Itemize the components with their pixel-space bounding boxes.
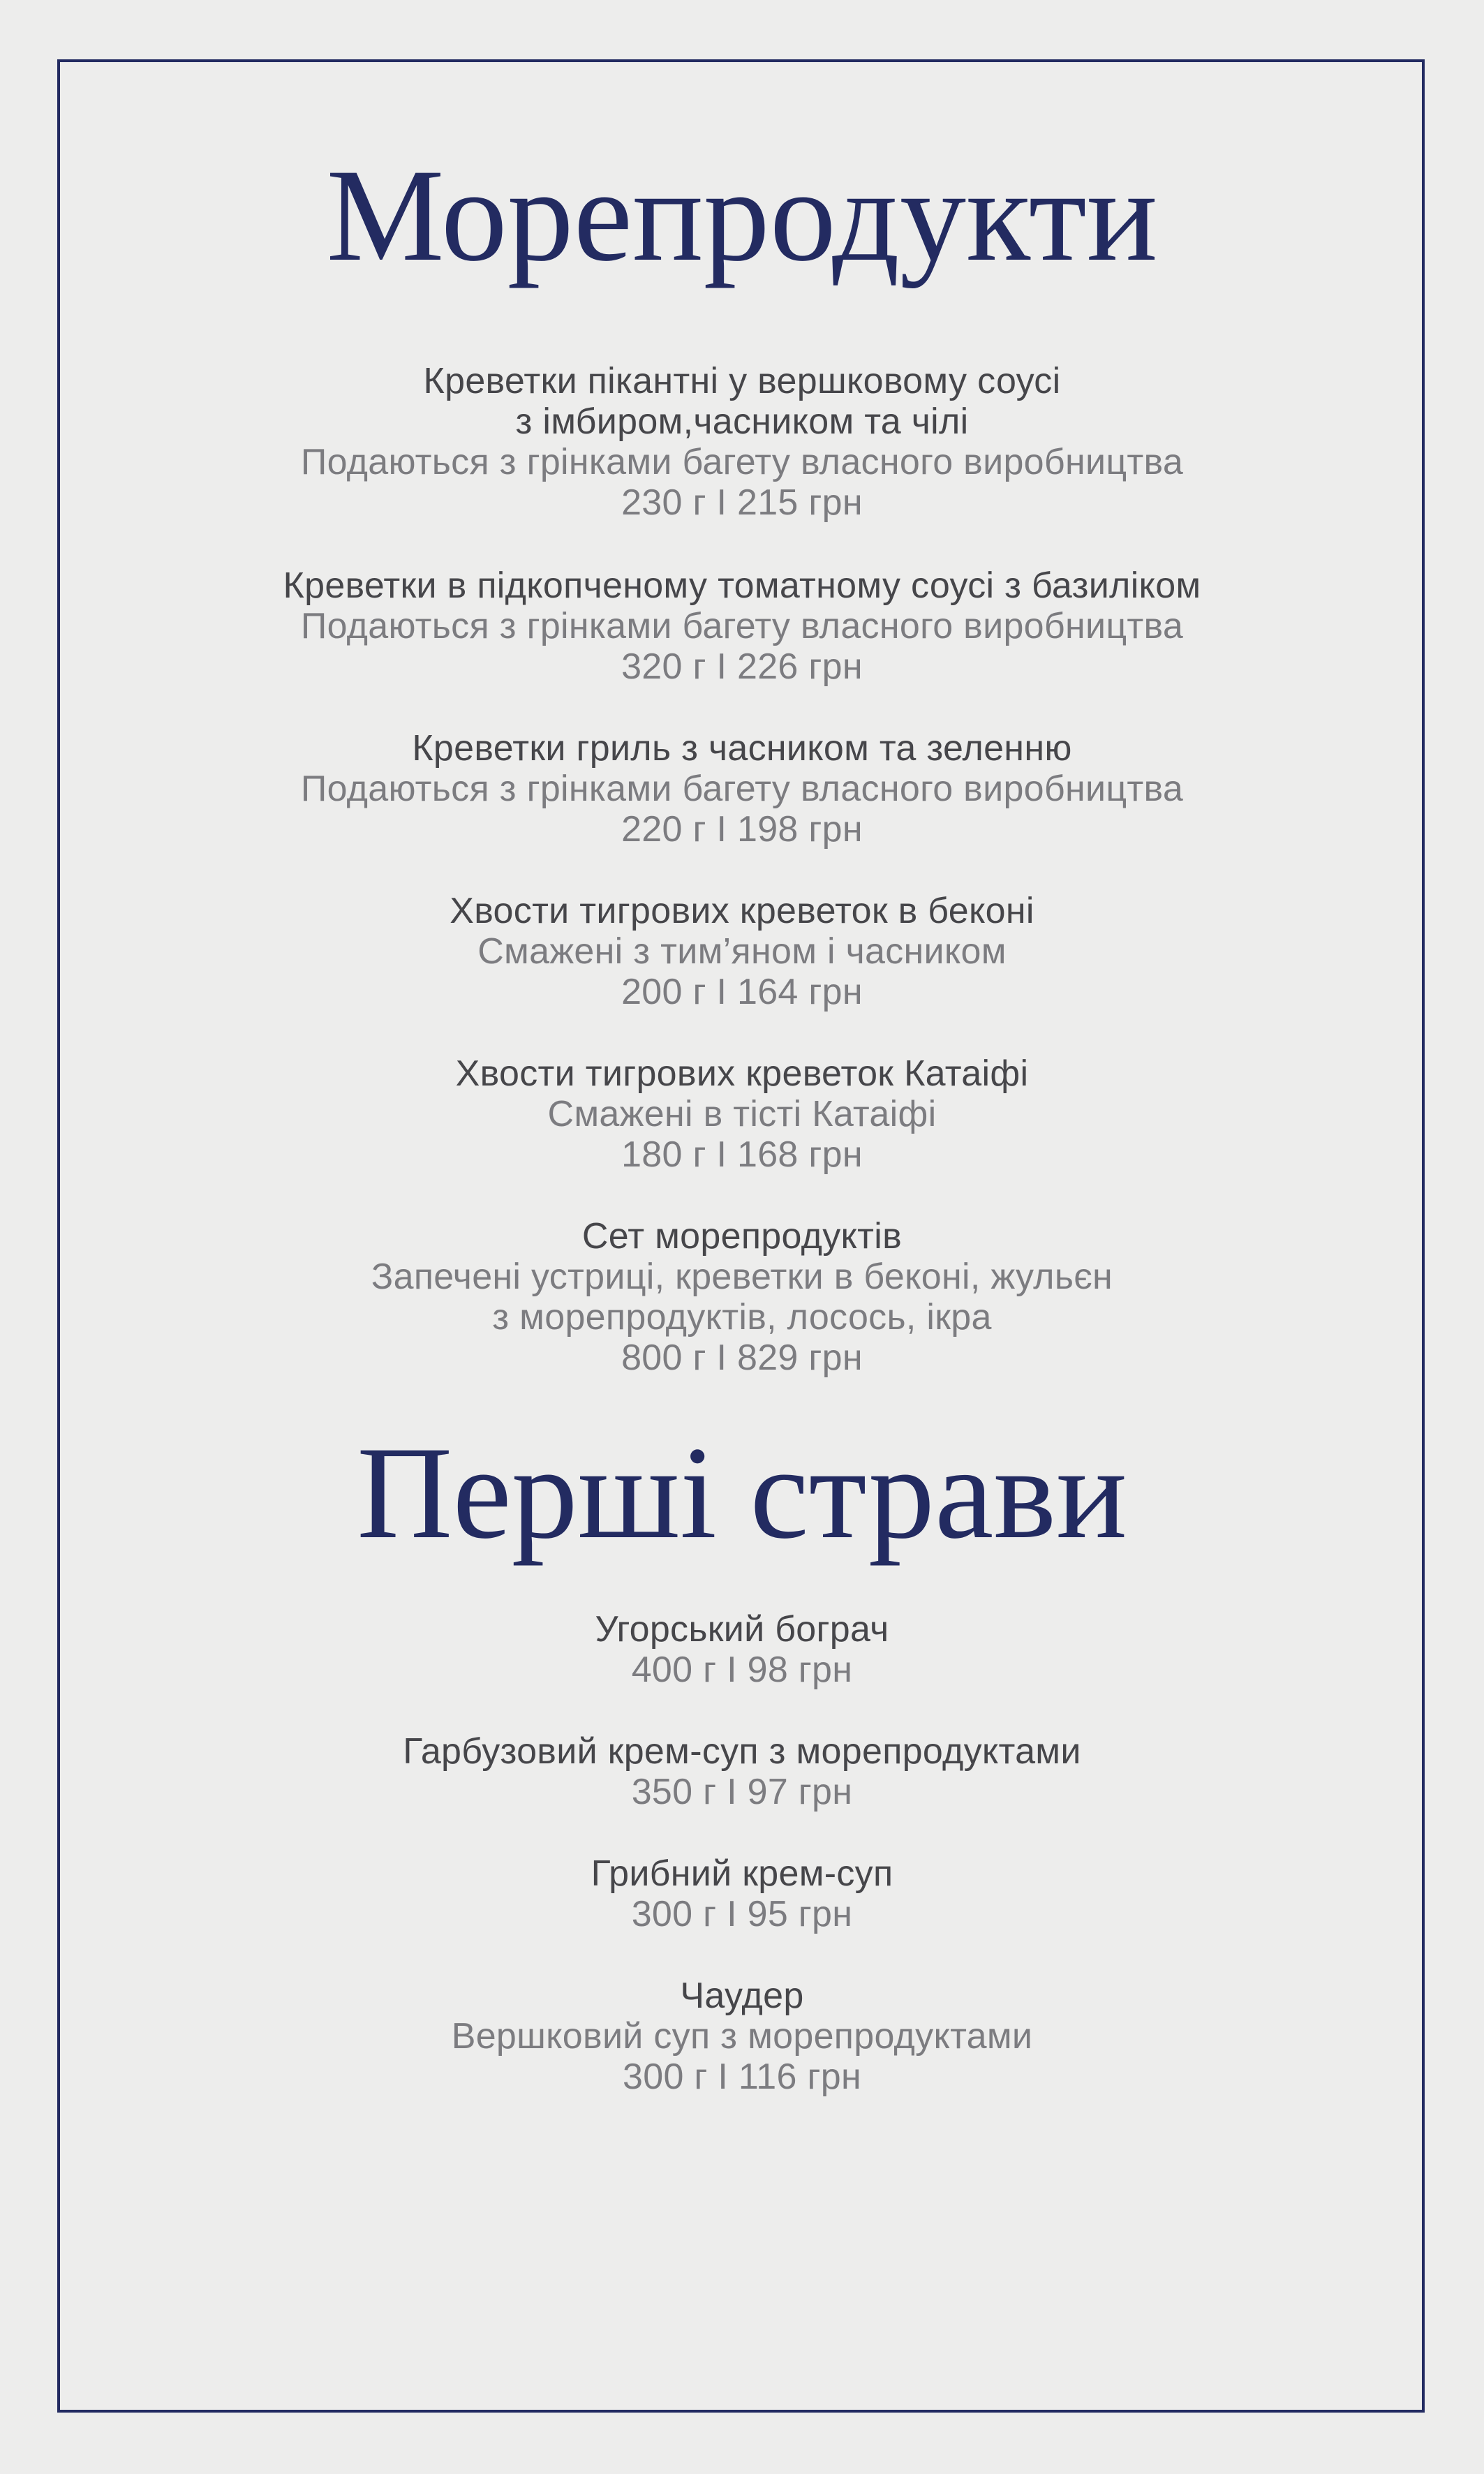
menu-item <box>0 1609 1484 1690</box>
dish-weight-price: 300 г І 116 грн <box>623 2057 861 2097</box>
dish-weight-price: 800 г І 829 грн <box>621 1338 863 1378</box>
dish-name: з імбиром,часником та чілі <box>515 401 969 442</box>
dish-name: Сет морепродуктів <box>581 1216 903 1257</box>
menu-item <box>0 891 1484 1012</box>
dish-weight-price: 200 г І 164 грн <box>621 972 863 1012</box>
dish-description: Запечені устриці, креветки в беконі, жульєн <box>371 1257 1113 1297</box>
dish-weight-price: 300 г І 95 грн <box>631 1894 853 1934</box>
dish-description: Вершковий суп з морепродуктами <box>451 2016 1033 2057</box>
dish-weight-price: 220 г І 198 грн <box>621 809 863 850</box>
dish-name: Креветки пікантні у вершковому соусі <box>423 361 1061 401</box>
dish-name: Чаудер <box>680 1976 804 2016</box>
dish-weight-price: 400 г І 98 грн <box>631 1650 853 1690</box>
menu-item <box>0 361 1484 523</box>
menu-item <box>0 1853 1484 1934</box>
dish-description: Смажені в тісті Катаіфі <box>547 1094 937 1134</box>
dish-weight-price: 350 г І 97 грн <box>631 1772 853 1812</box>
dish-name: Грибний крем-суп <box>591 1853 893 1894</box>
dish-description: Подаються з грінками багету власного виробництва <box>300 769 1184 809</box>
menu-item <box>0 1053 1484 1175</box>
dish-name: Хвости тигрових креветок в беконі <box>450 891 1034 931</box>
dish-name: Гарбузовий крем-суп з морепродуктами <box>403 1731 1081 1772</box>
menu-item <box>0 1976 1484 2097</box>
section-title-first-courses: Перші страви <box>357 1420 1127 1566</box>
menu-item <box>0 1731 1484 1812</box>
menu-item <box>0 565 1484 687</box>
dish-name: Креветки в підкопченому томатному соусі з базиліком <box>283 565 1201 606</box>
menu-item <box>0 1216 1484 1378</box>
dish-weight-price: 180 г І 168 грн <box>621 1134 863 1175</box>
dish-description: Подаються з грінками багету власного виробництва <box>300 442 1184 482</box>
dish-weight-price: 320 г І 226 грн <box>621 646 863 687</box>
section-title-seafood: Морепродукти <box>326 142 1158 289</box>
dish-description: Смажені з тим’яном і часником <box>477 931 1007 972</box>
dish-name: Угорський бограч <box>595 1609 889 1650</box>
dish-description: Подаються з грінками багету власного виробництва <box>300 606 1184 646</box>
dish-description: з морепродуктів, лосось, ікра <box>492 1297 992 1338</box>
menu-item <box>0 728 1484 850</box>
dish-weight-price: 230 г І 215 грн <box>621 482 863 523</box>
dish-name: Хвости тигрових креветок Катаіфі <box>455 1053 1029 1094</box>
dish-name: Креветки гриль з часником та зеленню <box>412 728 1072 769</box>
